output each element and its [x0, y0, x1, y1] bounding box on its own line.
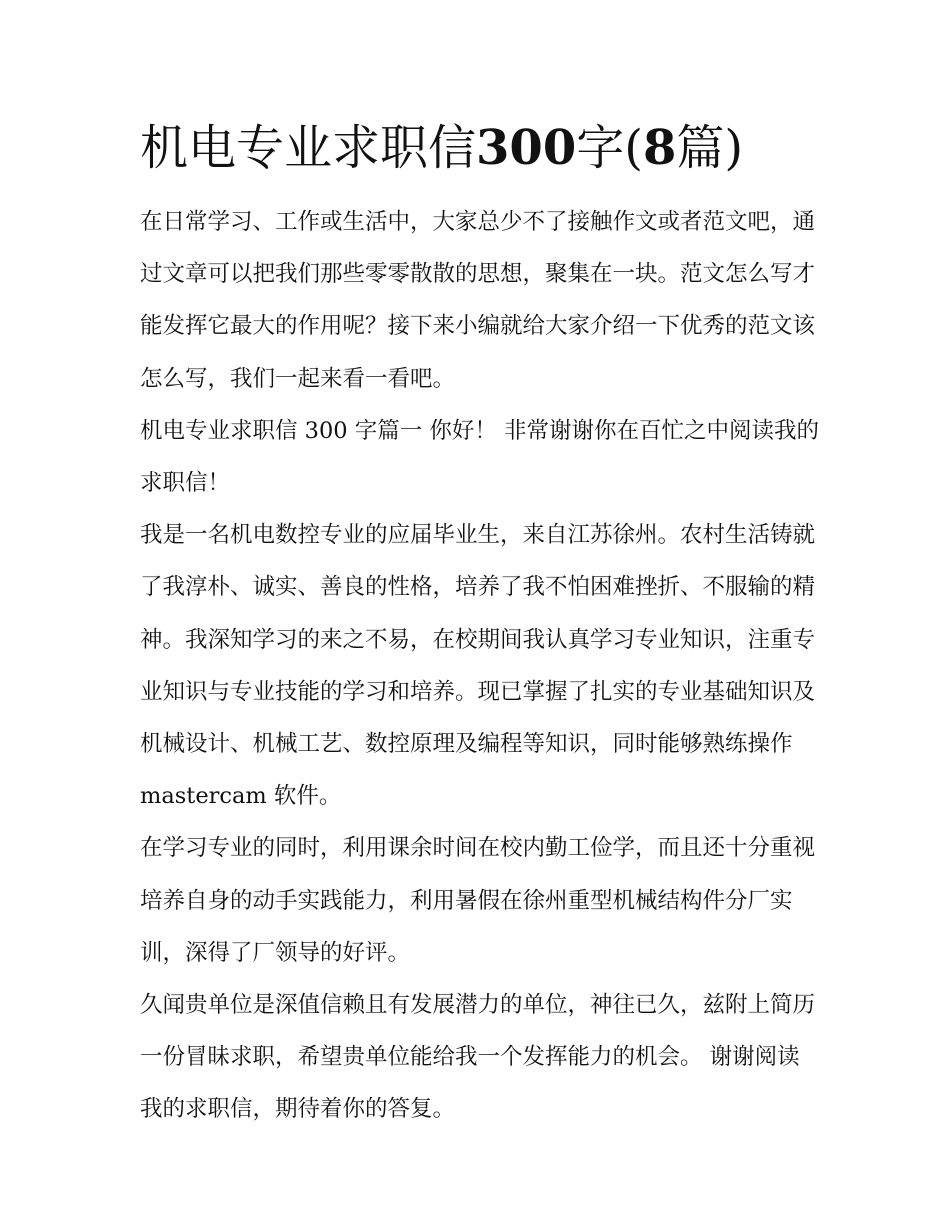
document-title: [140, 108, 820, 188]
title-mid: 字(: [576, 120, 643, 176]
paragraph-practice: 在学习专业的同时，利用课余时间在校内勤工俭学，而且还十分重视培养自身的动手实践能力，利用暑假在徐州重型机械结构件分厂实训，深得了厂领导的好评。: [140, 835, 816, 966]
title-count: 8: [642, 120, 677, 176]
paragraph-intro: 在日常学习、工作或生活中，大家总少不了接触作文或者范文吧，通过文章可以把我们那些零零散散的思想，聚集在一块。范文怎么写才能发挥它最大的作用呢？接下来小编就给大家介绍一下优秀的范文该怎么写，我们一起来看一看吧。: [140, 209, 816, 392]
paragraph-greeting: 机电专业求职信 300 字篇一 你好！ 非常谢谢你在百忙之中阅读我的求职信！: [140, 417, 820, 497]
title-prefix: 机电专业求职信: [140, 120, 477, 176]
document-body: [140, 108, 820, 1136]
paragraph-background: 我是一名机电数控专业的应届毕业生，来自江苏徐州。农村生活铸就了我淳朴、诚实、善良的性格，培养了我不怕困难挫折、不服输的精神。我深知学习的来之不易，在校期间我认真学习专业知识，注重专业知识与专业技能的学习和培养。现已掌握了扎实的专业基础知识及机械设计、机械工艺、数控原理及编程等知识，同时能够熟练操作 mastercam 软件。: [140, 522, 816, 810]
title-suffix: 篇): [676, 120, 744, 176]
paragraph-closing: 久闻贵单位是深值信赖且有发展潜力的单位，神往已久，兹附上简历一份冒昧求职，希望贵单位能给我一个发挥能力的机会。 谢谢阅读我的求职信，期待着你的答复。: [140, 992, 816, 1123]
title-number: 300: [476, 120, 577, 176]
